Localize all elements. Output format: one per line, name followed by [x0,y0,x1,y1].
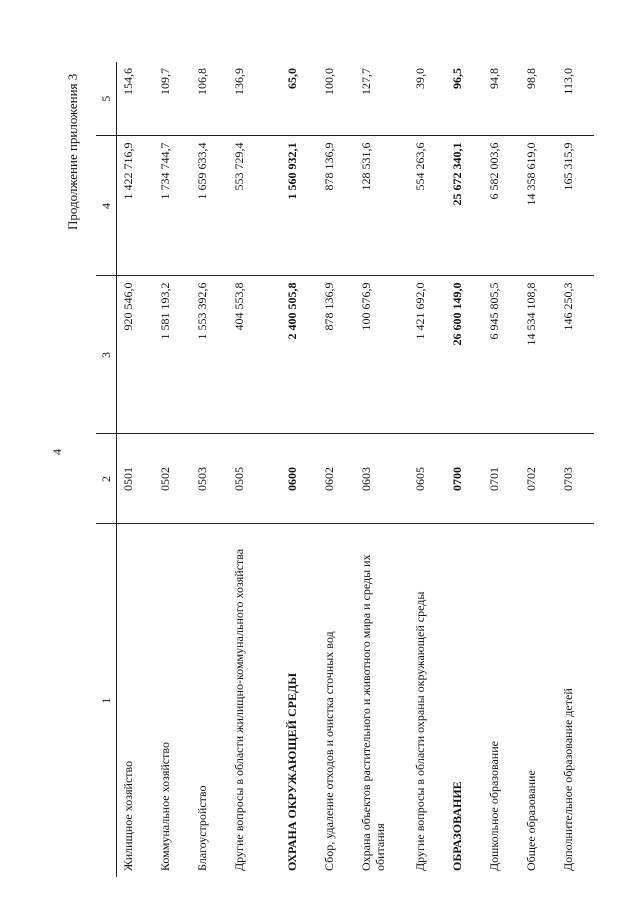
row-value-col3: 26 600 149,0 [446,276,483,434]
column-header: 1 [96,524,117,877]
row-name: Другие вопросы в области охраны окружающей среды [412,591,427,871]
row-value-col3: 100 676,9 [355,276,409,434]
row-value-col3: 146 250,3 [557,276,594,434]
table-row [520,62,557,877]
table-row [318,62,355,877]
table-row [281,62,318,877]
row-value-col3: 14 534 108,8 [520,276,557,434]
row-name: ОБРАЗОВАНИЕ [449,781,464,871]
row-value-col4: 1 659 633,4 [191,136,228,276]
row-code: 0501 [117,434,154,524]
table-row [154,62,191,877]
row-name: Другие вопросы в области жилищно-коммунального хозяйства [231,548,246,871]
row-name: Благоустройство [194,785,209,871]
row-value-col4: 128 531,6 [355,136,409,276]
row-value-col5: 154,6 [117,62,154,136]
row-code: 0702 [520,434,557,524]
row-code: 0505 [228,434,281,524]
row-code: 0502 [154,434,191,524]
row-value-col3: 6 945 805,5 [483,276,520,434]
row-name: Охрана объектов растительного и животного мира и среды их обитания [358,554,387,871]
row-name: Жилищное хозяйство [121,760,135,871]
row-value-col3: 2 400 505,8 [281,276,318,434]
row-value-col5: 136,9 [228,62,281,136]
table-row [228,62,281,877]
row-name: Дополнительное образование детей [560,688,575,871]
row-value-col3: 1 553 392,6 [191,276,228,434]
row-code: 0700 [446,434,483,524]
row-code: 0602 [318,434,355,524]
table-row [191,62,228,877]
row-code: 0605 [409,434,446,524]
row-code: 0701 [483,434,520,524]
row-name: Сбор, удаление отходов и очистка сточных вод [321,631,336,871]
row-value-col4: 25 672 340,1 [446,136,483,276]
row-value-col4: 1 560 932,1 [281,136,318,276]
column-header: 5 [96,62,117,136]
row-code: 0703 [557,434,594,524]
row-value-col5: 106,8 [191,62,228,136]
column-header: 3 [96,276,117,434]
row-value-col4: 878 136,9 [318,136,355,276]
row-value-col4: 1 734 744,7 [154,136,191,276]
row-value-col5: 98,8 [520,62,557,136]
row-value-col3: 1 581 193,2 [154,276,191,434]
row-name: ОХРАНА ОКРУЖАЮЩЕЙ СРЕДЫ [284,673,299,871]
table-row [557,62,594,877]
row-value-col5: 39,0 [409,62,446,136]
table-row [355,62,409,877]
row-value-col3: 1 421 692,0 [409,276,446,434]
row-code: 0503 [191,434,228,524]
column-header: 2 [96,434,117,524]
table-row [409,62,446,877]
row-code: 0600 [281,434,318,524]
table-row [483,62,520,877]
row-value-col5: 65,0 [281,62,318,136]
row-name: Дошкольное образование [486,741,501,871]
table-body [117,62,594,877]
header-row [96,62,117,877]
row-value-col4: 6 582 003,6 [483,136,520,276]
row-value-col3: 878 136,9 [318,276,355,434]
row-value-col5: 113,0 [557,62,594,136]
column-header: 4 [96,136,117,276]
row-value-col5: 94,8 [483,62,520,136]
continuation-caption: Продолжение приложения 3 [65,73,80,230]
budget-table [96,62,594,877]
row-name: Коммунальное хозяйство [157,742,172,871]
row-value-col5: 127,7 [355,62,409,136]
row-value-col4: 1 422 716,9 [117,136,154,276]
row-value-col4: 553 729,4 [228,136,281,276]
row-value-col5: 96,5 [446,62,483,136]
row-value-col5: 109,7 [154,62,191,136]
page-number: 4 [50,449,64,455]
row-value-col3: 920 546,0 [117,276,154,434]
row-code: 0603 [355,434,409,524]
row-name: Общее образование [523,770,538,871]
table-row [117,62,154,877]
row-value-col4: 554 263,6 [409,136,446,276]
row-value-col5: 100,0 [318,62,355,136]
row-value-col4: 14 358 619,0 [520,136,557,276]
row-value-col3: 404 553,8 [228,276,281,434]
row-value-col4: 165 315,9 [557,136,594,276]
table-row [446,62,483,877]
